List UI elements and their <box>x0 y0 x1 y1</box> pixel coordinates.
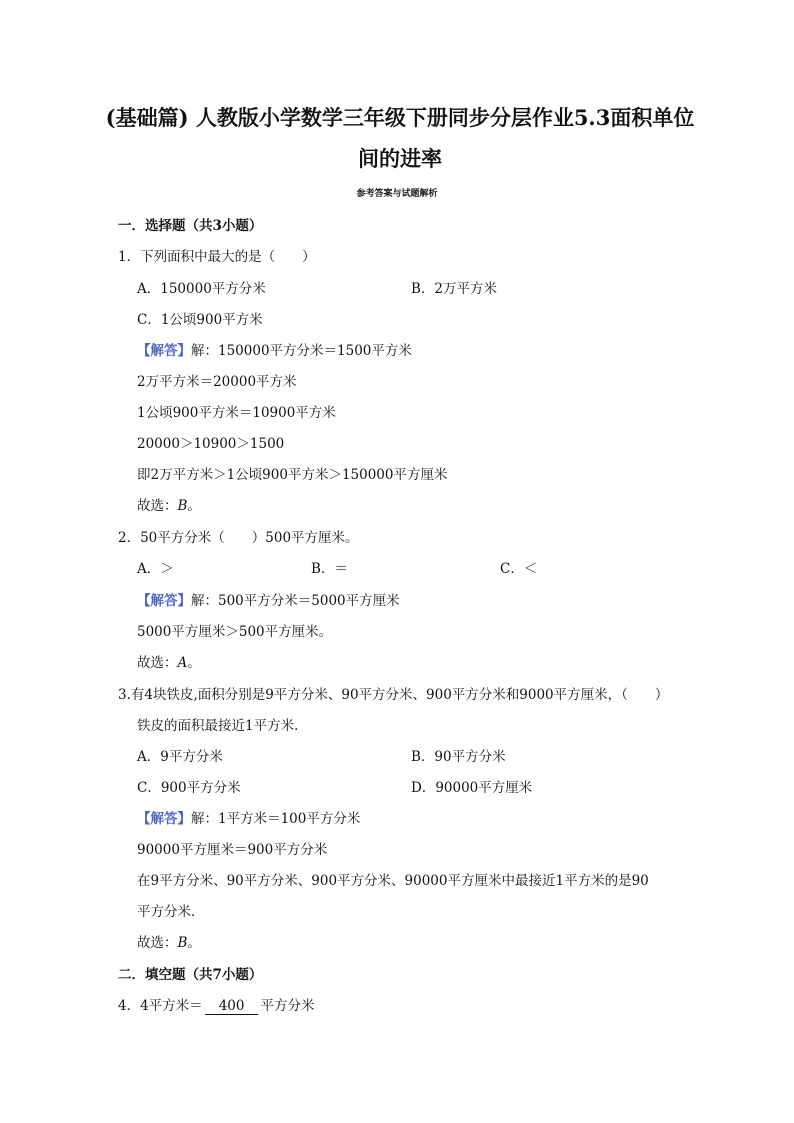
question-2-stem: 2．50平方分米（ ）500平方厘米。 <box>118 530 359 546</box>
question-3-option-c: C．900平方分米 <box>137 780 241 796</box>
question-4-blank-answer: 400 <box>205 998 259 1015</box>
question-3-stem-line-2: 铁皮的面积最接近1平方米． <box>137 718 308 734</box>
section-heading-fill: 二．填空题（共7小题） <box>118 967 263 983</box>
question-1-answer <box>137 342 412 360</box>
question-1-choice <box>137 497 201 515</box>
question-1-step-4: 即2万平方米＞1公顷900平方米＞150000平方厘米 <box>137 467 448 483</box>
question-3-choice <box>137 934 201 952</box>
question-1-stem: 1．下列面积中最大的是（ ） <box>118 249 316 265</box>
document-subtitle: 参考答案与试题解析 <box>356 189 438 199</box>
question-2-option-b: B．＝ <box>311 561 348 577</box>
question-3-step-2-line-1: 在9平方分米、90平方分米、900平方分米、90000平方厘米中最接近1平方米的是90 <box>137 873 649 889</box>
question-1-step-2: 1公顷900平方米＝10900平方米 <box>137 405 336 421</box>
question-3-answer <box>137 810 360 828</box>
choice-suffix: 。 <box>187 498 201 514</box>
choice-prefix: 故选： <box>137 498 178 514</box>
question-3-option-d: D．90000平方厘米 <box>411 780 533 796</box>
choice-prefix: 故选： <box>137 655 178 671</box>
question-3-step-1: 90000平方厘米＝900平方分米 <box>137 842 328 858</box>
question-3-option-b: B．90平方分米 <box>411 749 506 765</box>
answer-tag: 【解答】 <box>137 593 191 609</box>
question-1-step-3: 20000＞10900＞1500 <box>137 436 285 452</box>
section-heading-choice: 一．选择题（共3小题） <box>118 218 263 234</box>
answer-tag: 【解答】 <box>137 811 191 827</box>
answer-lead: 解：150000平方分米＝1500平方米 <box>191 343 412 359</box>
choice-suffix: 。 <box>187 935 201 951</box>
question-1-option-c: C．1公顷900平方米 <box>137 312 263 328</box>
question-2-choice <box>137 654 201 672</box>
question-3-option-a: A．9平方分米 <box>137 749 223 765</box>
answer-lead: 解：500平方分米＝5000平方厘米 <box>191 593 400 609</box>
choice-prefix: 故选： <box>137 935 178 951</box>
question-1-option-a: A．150000平方分米 <box>137 281 266 297</box>
question-1-option-b: B．2万平方米 <box>411 281 498 297</box>
question-2-step-1: 5000平方厘米＞500平方厘米。 <box>137 624 333 640</box>
question-4-prefix: 4．4平方米＝ <box>118 998 203 1014</box>
answer-lead: 解：1平方米＝100平方分米 <box>191 811 361 827</box>
question-3-stem-line-1: 3.有4块铁皮,面积分别是9平方分米、90平方分米、900平方分米和9000平方厘米，（ ） <box>118 687 669 703</box>
document-title-line-1: (基础篇) 人教版小学数学三年级下册同步分层作业5.3面积单位 <box>105 105 695 130</box>
question-4-stem <box>118 997 314 1015</box>
question-2-answer <box>137 592 400 610</box>
question-2-option-c: C．＜ <box>500 561 538 577</box>
choice-letter: B <box>177 935 188 951</box>
choice-letter: A <box>177 655 188 671</box>
question-3-step-2-line-2: 平方分米． <box>137 904 205 920</box>
question-2-option-a: A．＞ <box>137 561 174 577</box>
question-4-suffix: 平方分米 <box>260 998 315 1014</box>
choice-suffix: 。 <box>187 655 201 671</box>
answer-tag: 【解答】 <box>137 343 191 359</box>
choice-letter: B <box>177 498 188 514</box>
document-title-line-2: 间的进率 <box>358 146 442 171</box>
question-1-step-1: 2万平方米＝20000平方米 <box>137 374 297 390</box>
